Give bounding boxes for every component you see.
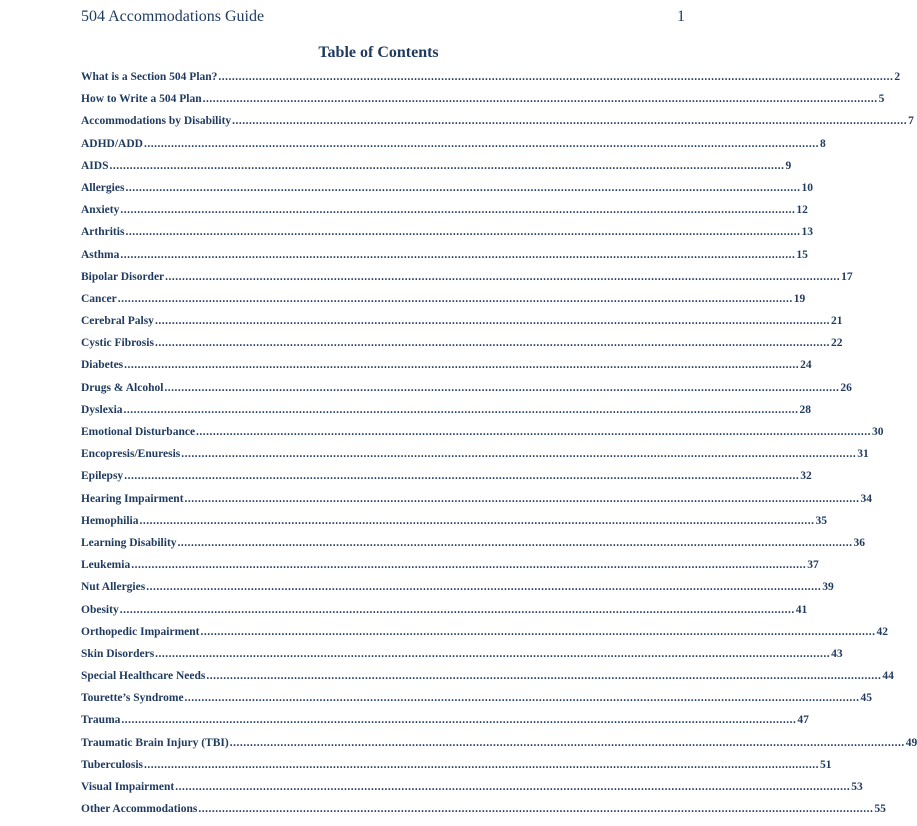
toc-entry-page: 35 — [815, 514, 828, 527]
toc-entry[interactable] — [81, 110, 914, 132]
toc-entry[interactable] — [81, 643, 843, 665]
toc-entry[interactable] — [81, 465, 812, 487]
toc-entry-title: Skin Disorders — [81, 647, 155, 660]
dot-leader: ........................................................................................................................................................................................................ — [196, 426, 872, 438]
toc-entry-page: 37 — [807, 559, 819, 572]
toc-entry[interactable] — [81, 421, 884, 443]
toc-entry-title: ADHD/ADD — [81, 137, 143, 150]
toc-entry[interactable] — [81, 88, 885, 110]
toc-entry-title: Tourette’s Syndrome — [81, 692, 184, 705]
toc-entry-page: 41 — [795, 603, 808, 616]
toc-entry-page: 51 — [820, 758, 832, 771]
toc-entry-title: Encopresis/Enuresis — [81, 448, 181, 461]
toc-entry[interactable] — [81, 709, 809, 731]
toc-entry[interactable] — [81, 532, 866, 554]
dot-leader: ........................................................................................................................................................................................................ — [131, 559, 807, 572]
toc-entry-page: 13 — [801, 226, 813, 239]
toc-entry[interactable] — [81, 576, 834, 598]
toc-entry-title: Hearing Impairment — [81, 492, 184, 505]
toc-entry[interactable] — [81, 177, 813, 199]
toc-entry-title: Cancer — [81, 292, 117, 305]
toc-entry-page: 44 — [882, 670, 894, 683]
dot-leader: ........................................................................................................................................................................................................ — [117, 292, 793, 305]
toc-entry-page: 42 — [876, 625, 889, 638]
dot-leader: ........................................................................................................................................................................................................ — [146, 581, 822, 594]
toc-entry-page: 15 — [796, 248, 808, 261]
dot-leader: ........................................................................................................................................................................................................ — [121, 714, 797, 727]
dot-leader: ........................................................................................................................................................................................................ — [124, 470, 800, 483]
dot-leader: ........................................................................................................................................................................................................ — [109, 159, 785, 172]
toc-entry[interactable] — [81, 732, 917, 754]
toc-entry[interactable] — [81, 377, 852, 399]
dot-leader: ........................................................................................................................................................................................................ — [143, 137, 819, 150]
toc-entry-title: Leukemia — [81, 559, 131, 572]
toc-entry[interactable] — [81, 354, 812, 376]
toc-entry[interactable] — [81, 687, 873, 709]
toc-entry-page: 31 — [857, 448, 869, 461]
toc-entry-title: Cerebral Palsy — [81, 315, 154, 328]
toc-entry-page: 2 — [894, 71, 901, 83]
toc-entry-page: 9 — [785, 159, 792, 172]
toc-entry[interactable] — [81, 554, 819, 576]
toc-entry-title: Nut Allergies — [81, 581, 146, 594]
toc-entry[interactable] — [81, 332, 843, 354]
toc-entry[interactable] — [81, 133, 826, 155]
toc-entry-page: 7 — [908, 115, 914, 128]
toc-entry[interactable] — [81, 399, 812, 421]
toc-entry[interactable] — [81, 665, 894, 687]
dot-leader: ........................................................................................................................................................................................................ — [184, 692, 860, 705]
dot-leader: ........................................................................................................................................................................................................ — [155, 647, 831, 660]
toc-entry-title: Learning Disability — [81, 536, 177, 549]
dot-leader: ........................................................................................................................................................................................................ — [120, 248, 796, 261]
toc-entry-page: 17 — [841, 270, 853, 283]
toc-entry[interactable] — [81, 155, 792, 177]
dot-leader: ........................................................................................................................................................................................................ — [123, 403, 799, 416]
toc-entry[interactable] — [81, 310, 843, 332]
dot-leader: ........................................................................................................................................................................................................ — [124, 359, 800, 372]
toc-entry-page: 34 — [860, 492, 873, 505]
toc-entry-title: Asthma — [81, 248, 120, 261]
toc-entry-page: 21 — [830, 315, 843, 328]
toc-entry-title: Obesity — [81, 603, 119, 616]
toc-entry-page: 8 — [819, 137, 826, 150]
dot-leader: ........................................................................................................................................................................................................ — [154, 337, 830, 350]
dot-leader: ........................................................................................................................................................................................................ — [229, 736, 905, 749]
dot-leader: ........................................................................................................................................................................................................ — [202, 93, 878, 106]
toc-entry-title: AIDS — [81, 159, 109, 172]
toc-entry[interactable] — [81, 776, 863, 798]
dot-leader: ........................................................................................................................................................................................................ — [144, 758, 819, 771]
toc-entry[interactable] — [81, 754, 832, 776]
dot-leader: ........................................................................................................................................................................................................ — [200, 625, 876, 638]
toc-entry[interactable] — [81, 443, 869, 465]
dot-leader: ........................................................................................................................................................................................................ — [119, 603, 795, 616]
toc-entry-page: 32 — [800, 470, 812, 483]
toc-entry-title: Traumatic Brain Injury (TBI) — [81, 736, 229, 749]
toc-entry-title: Cystic Fibrosis — [81, 337, 154, 350]
toc-entry-page: 49 — [905, 736, 917, 749]
toc-entry-page: 55 — [874, 803, 886, 816]
toc-entry[interactable] — [81, 199, 808, 221]
dot-leader: ........................................................................................................................................................................................................ — [165, 270, 841, 283]
toc-entry-page: 39 — [822, 581, 834, 594]
toc-entry[interactable] — [81, 266, 853, 288]
toc-entry-title: Arthritis — [81, 226, 125, 239]
toc-entry-title: Anxiety — [81, 204, 120, 217]
toc-entry-title: Bipolar Disorder — [81, 270, 165, 283]
dot-leader: ........................................................................................................................................................................................................ — [139, 514, 815, 527]
toc-entry-page: 28 — [799, 403, 812, 416]
dot-leader: ........................................................................................................................................................................................................ — [164, 381, 840, 394]
toc-entry-page: 5 — [878, 93, 885, 106]
dot-leader: ........................................................................................................................................................................................................ — [206, 670, 882, 683]
toc-entry-title: Diabetes — [81, 359, 124, 372]
toc-entry-page: 30 — [872, 426, 884, 438]
toc-entry-title: Accommodations by Disability — [81, 115, 232, 128]
toc-entry[interactable] — [81, 621, 889, 643]
toc-entry-title: Dyslexia — [81, 403, 123, 416]
toc-entry-title: Visual Impairment — [81, 781, 175, 793]
dot-leader: ........................................................................................................................................................................................................ — [120, 204, 796, 217]
dot-leader: ........................................................................................................................................................................................................ — [198, 803, 874, 816]
toc-entry-title: Trauma — [81, 714, 121, 727]
dot-leader: ........................................................................................................................................................................................................ — [181, 448, 857, 461]
toc-entry-page: 24 — [800, 359, 812, 372]
toc-entry-title: Other Accommodations — [81, 803, 198, 816]
page-number: 1 — [677, 8, 685, 25]
toc-entry[interactable] — [81, 510, 828, 532]
toc-entry[interactable] — [81, 599, 808, 621]
toc-entry-title: Drugs & Alcohol — [81, 381, 164, 394]
toc-entry[interactable] — [81, 244, 808, 266]
toc-entry-title: Special Healthcare Needs — [81, 670, 206, 683]
toc-entry-title: Tuberculosis — [81, 758, 143, 771]
toc-entry[interactable] — [81, 66, 901, 88]
toc-entry-page: 45 — [860, 692, 873, 705]
dot-leader: ........................................................................................................................................................................................................ — [184, 492, 860, 505]
toc-entry-page: 43 — [831, 647, 843, 660]
dot-leader: ........................................................................................................................................................................................................ — [177, 536, 853, 549]
toc-entry-title: Epilepsy — [81, 470, 124, 483]
toc-entry[interactable] — [81, 488, 873, 510]
toc-entry-page: 26 — [840, 381, 852, 394]
toc-entry-page: 36 — [853, 536, 866, 549]
dot-leader: ........................................................................................................................................................................................................ — [125, 226, 801, 239]
toc-entry-page: 12 — [796, 204, 808, 217]
toc-entry-page: 53 — [851, 781, 863, 793]
toc-entry-page: 10 — [801, 181, 813, 194]
dot-leader: ........................................................................................................................................................................................................ — [218, 71, 894, 83]
toc-heading: Table of Contents — [318, 44, 439, 61]
toc-entry-page: 22 — [830, 337, 843, 350]
toc-entry-title: Orthopedic Impairment — [81, 625, 200, 638]
dot-leader: ........................................................................................................................................................................................................ — [175, 781, 851, 793]
toc-entry-page: 47 — [797, 714, 809, 727]
table-of-contents — [81, 66, 917, 820]
toc-entry-title: What is a Section 504 Plan? — [81, 71, 218, 83]
dot-leader: ........................................................................................................................................................................................................ — [232, 115, 908, 128]
toc-entry-title: Hemophilia — [81, 514, 139, 527]
dot-leader: ........................................................................................................................................................................................................ — [154, 315, 830, 328]
toc-entry-title: Allergies — [81, 181, 125, 194]
toc-entry[interactable] — [81, 288, 806, 310]
dot-leader: ........................................................................................................................................................................................................ — [125, 181, 801, 194]
toc-entry-title: Emotional Disturbance — [81, 426, 196, 438]
toc-entry-title: How to Write a 504 Plan — [81, 93, 202, 106]
toc-entry[interactable] — [81, 798, 886, 820]
page-header — [81, 8, 685, 30]
toc-entry-page: 19 — [793, 292, 806, 305]
toc-entry[interactable] — [81, 221, 813, 243]
document-title: 504 Accommodations Guide — [81, 8, 265, 25]
